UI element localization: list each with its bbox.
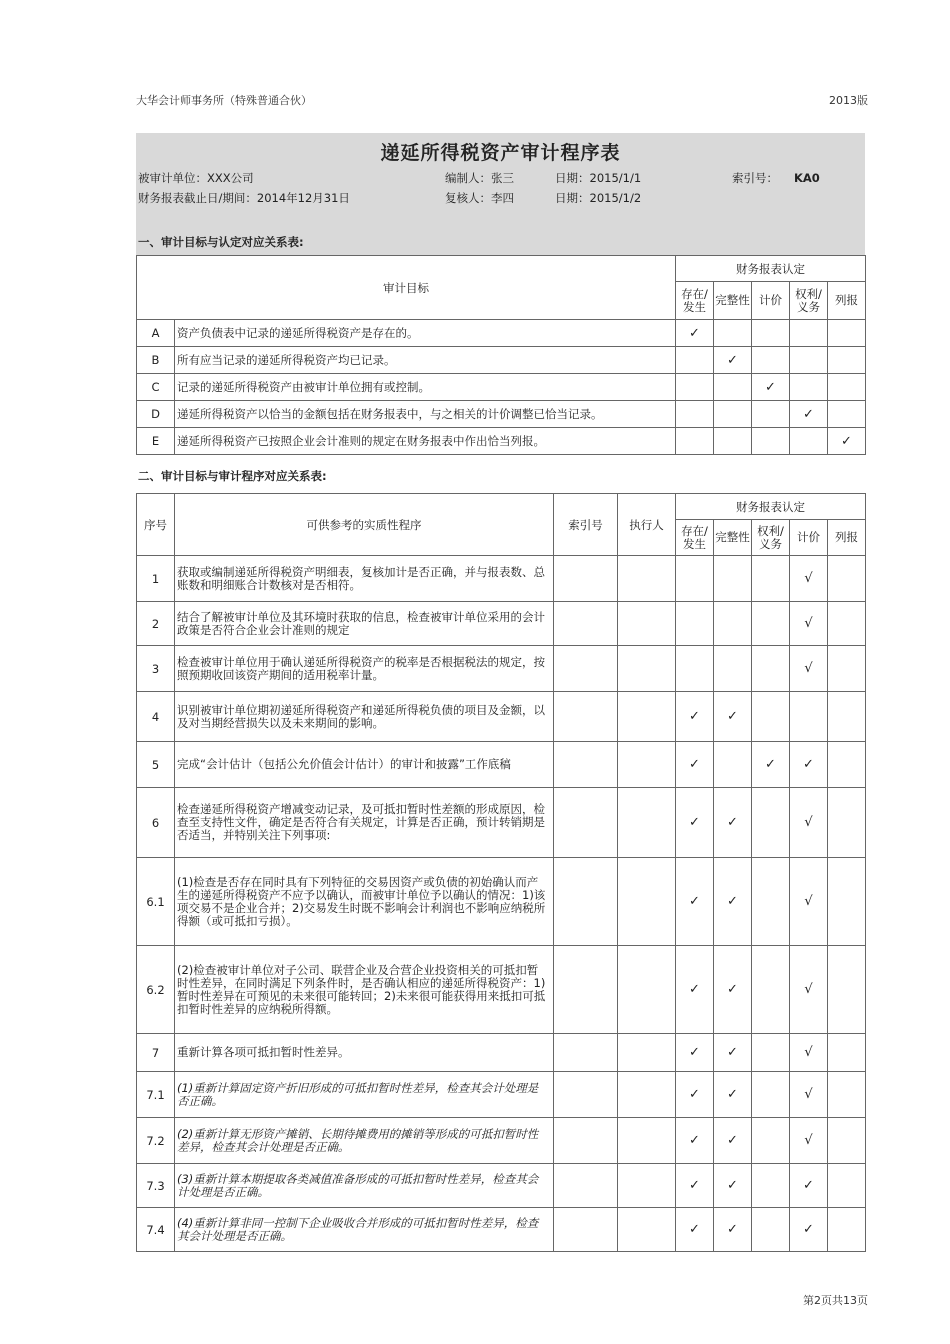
check-cell: √ — [790, 1034, 828, 1072]
audit-sheet — [136, 133, 865, 1245]
col-rights: 权利/义务 — [752, 520, 790, 556]
check-cell: ✓ — [714, 788, 752, 858]
check-cell: ✓ — [676, 320, 714, 347]
col-completeness: 完整性 — [714, 282, 752, 320]
table-row — [137, 646, 866, 692]
check-cell: ✓ — [714, 692, 752, 742]
row-no: 6.2 — [137, 946, 175, 1034]
check-cell — [714, 374, 752, 401]
row-executor[interactable] — [618, 1072, 676, 1118]
row-procedure: 完成“会计估计（包括公允价值会计估计）的审计和披露”工作底稿 — [175, 742, 554, 788]
period-line — [138, 190, 350, 206]
col-assertion-group: 财务报表认定 — [676, 256, 866, 282]
check-cell — [676, 428, 714, 455]
row-procedure: (2)重新计算无形资产摊销、长期待摊费用的摊销等形成的可抵扣暂时性差异，检查其会计处理是否正确。 — [175, 1118, 554, 1164]
table-row — [137, 1072, 866, 1118]
check-cell — [752, 556, 790, 602]
check-cell: ✓ — [790, 742, 828, 788]
row-no: 7.1 — [137, 1072, 175, 1118]
check-cell: ✓ — [790, 1164, 828, 1208]
check-cell: ✓ — [676, 1072, 714, 1118]
check-cell — [714, 428, 752, 455]
table-row — [137, 788, 866, 858]
row-id: D — [137, 401, 175, 428]
check-cell — [752, 401, 790, 428]
col-valuation: 计价 — [790, 520, 828, 556]
check-cell — [828, 602, 866, 646]
check-cell: ✓ — [676, 1164, 714, 1208]
check-cell — [752, 602, 790, 646]
table-row — [137, 374, 866, 401]
row-index[interactable] — [554, 1118, 618, 1164]
check-cell: ✓ — [676, 946, 714, 1034]
check-cell — [752, 1208, 790, 1252]
date2-label: 日期： — [555, 191, 590, 205]
version-label: 2013版 — [829, 94, 868, 107]
table-row — [137, 556, 866, 602]
check-cell — [714, 320, 752, 347]
check-cell: ✓ — [676, 1208, 714, 1252]
check-cell — [790, 428, 828, 455]
row-executor[interactable] — [618, 1034, 676, 1072]
check-cell — [752, 1164, 790, 1208]
row-executor[interactable] — [618, 1164, 676, 1208]
check-cell: ✓ — [714, 1118, 752, 1164]
check-cell — [676, 374, 714, 401]
row-executor[interactable] — [618, 788, 676, 858]
preparer-value: 张三 — [491, 171, 514, 185]
row-no: 3 — [137, 646, 175, 692]
row-index[interactable] — [554, 742, 618, 788]
date1-value: 2015/1/1 — [589, 171, 642, 185]
row-procedure: (1)重新计算固定资产折旧形成的可抵扣暂时性差异，检查其会计处理是否正确。 — [175, 1072, 554, 1118]
check-cell — [752, 858, 790, 946]
period-value: 2014年12月31日 — [256, 191, 350, 205]
check-cell — [828, 1072, 866, 1118]
check-cell — [752, 946, 790, 1034]
check-cell — [828, 556, 866, 602]
check-cell — [714, 742, 752, 788]
row-index[interactable] — [554, 788, 618, 858]
col-procedure: 可供参考的实质性程序 — [175, 494, 554, 556]
check-cell — [676, 401, 714, 428]
index-label: 索引号： — [732, 171, 778, 185]
row-id: C — [137, 374, 175, 401]
check-cell: ✓ — [676, 858, 714, 946]
col-objective: 审计目标 — [137, 256, 676, 320]
row-procedure: 重新计算各项可抵扣暂时性差异。 — [175, 1034, 554, 1072]
row-index[interactable] — [554, 1208, 618, 1252]
date2-value: 2015/1/2 — [589, 191, 642, 205]
page-number: 第2页共13页 — [803, 1294, 868, 1307]
row-index[interactable] — [554, 1034, 618, 1072]
check-cell — [752, 1118, 790, 1164]
reviewer-line — [445, 190, 514, 206]
table-row — [137, 1118, 866, 1164]
check-cell — [828, 692, 866, 742]
col-valuation: 计价 — [752, 282, 790, 320]
row-index[interactable] — [554, 646, 618, 692]
col-executor: 执行人 — [618, 494, 676, 556]
check-cell — [828, 946, 866, 1034]
check-cell — [828, 401, 866, 428]
row-index[interactable] — [554, 556, 618, 602]
row-procedure: 检查被审计单位用于确认递延所得税资产的税率是否根据税法的规定，按照预期收回该资产期间的适用税率计量。 — [175, 646, 554, 692]
row-executor[interactable] — [618, 692, 676, 742]
index-line — [732, 170, 820, 186]
check-cell: ✓ — [676, 742, 714, 788]
check-cell: ✓ — [676, 1034, 714, 1072]
check-cell: ✓ — [676, 788, 714, 858]
row-objective: 递延所得税资产以恰当的金额包括在财务报表中，与之相关的计价调整已恰当记录。 — [175, 401, 676, 428]
reviewer-value: 李四 — [491, 191, 514, 205]
check-cell — [828, 788, 866, 858]
row-index[interactable] — [554, 602, 618, 646]
check-cell: ✓ — [714, 946, 752, 1034]
row-executor[interactable] — [618, 1208, 676, 1252]
table-row — [137, 692, 866, 742]
check-cell — [828, 858, 866, 946]
check-cell: ✓ — [790, 401, 828, 428]
index-value: KA0 — [794, 171, 820, 185]
col-no: 序号 — [137, 494, 175, 556]
check-cell — [828, 1034, 866, 1072]
section2-title: 二、审计目标与审计程序对应关系表: — [138, 469, 327, 483]
row-index[interactable] — [554, 1072, 618, 1118]
row-objective: 记录的递延所得税资产由被审计单位拥有或控制。 — [175, 374, 676, 401]
table-row — [137, 320, 866, 347]
row-index[interactable] — [554, 1164, 618, 1208]
table-row — [137, 1164, 866, 1208]
check-cell — [752, 1034, 790, 1072]
check-cell — [676, 602, 714, 646]
entity-label: 被审计单位： — [138, 171, 207, 185]
table-header-row — [137, 256, 866, 282]
check-cell: ✓ — [714, 858, 752, 946]
date2-line — [555, 190, 641, 206]
check-cell: √ — [790, 858, 828, 946]
row-procedure: 结合了解被审计单位及其环境时获取的信息，检查被审计单位采用的会计政策是否符合企业会计准则的规定 — [175, 602, 554, 646]
table-row — [137, 946, 866, 1034]
table-row — [137, 401, 866, 428]
check-cell — [752, 428, 790, 455]
row-no: 6.1 — [137, 858, 175, 946]
row-index[interactable] — [554, 946, 618, 1034]
row-no: 4 — [137, 692, 175, 742]
date1-line — [555, 170, 641, 186]
check-cell — [714, 556, 752, 602]
check-cell — [828, 1208, 866, 1252]
check-cell: ✓ — [752, 742, 790, 788]
row-objective: 资产负债表中记录的递延所得税资产是存在的。 — [175, 320, 676, 347]
check-cell — [752, 646, 790, 692]
check-cell: √ — [790, 556, 828, 602]
col-presentation: 列报 — [828, 520, 866, 556]
row-index[interactable] — [554, 858, 618, 946]
check-cell — [828, 742, 866, 788]
row-executor[interactable] — [618, 858, 676, 946]
preparer-label: 编制人： — [445, 171, 491, 185]
check-cell: √ — [790, 788, 828, 858]
table-row — [137, 742, 866, 788]
table-row — [137, 1034, 866, 1072]
table-row — [137, 1208, 866, 1252]
procedure-table — [136, 493, 866, 1252]
row-executor[interactable] — [618, 556, 676, 602]
check-cell — [828, 347, 866, 374]
row-objective: 所有应当记录的递延所得税资产均已记录。 — [175, 347, 676, 374]
check-cell — [828, 1118, 866, 1164]
table-row — [137, 602, 866, 646]
check-cell: √ — [790, 602, 828, 646]
check-cell: ✓ — [714, 1208, 752, 1252]
row-executor[interactable] — [618, 946, 676, 1034]
row-procedure: (4)重新计算非同一控制下企业吸收合并形成的可抵扣暂时性差异，检查其会计处理是否正确。 — [175, 1208, 554, 1252]
table-row — [137, 858, 866, 946]
check-cell — [714, 646, 752, 692]
col-existence: 存在/发生 — [676, 520, 714, 556]
check-cell — [828, 646, 866, 692]
check-cell — [790, 374, 828, 401]
row-procedure: 检查递延所得税资产增减变动记录，及可抵扣暂时性差额的形成原因，检查至支持性文件，确定是否符合有关规定，计算是否正确，预计转销期是否适当，并特别关注下列事项: — [175, 788, 554, 858]
period-label: 财务报表截止日/期间： — [138, 191, 257, 205]
check-cell — [676, 347, 714, 374]
row-objective: 递延所得税资产已按照企业会计准则的规定在财务报表中作出恰当列报。 — [175, 428, 676, 455]
check-cell: √ — [790, 1118, 828, 1164]
row-no: 7.4 — [137, 1208, 175, 1252]
row-procedure: (1)检查是否存在同时具有下列特征的交易因资产或负债的初始确认而产生的递延所得税资产不应予以确认，而被审计单位予以确认的情况：1)该项交易不是企业合并；2)交易发生时既不影响会计利润也不影响应纳税所得额（或可抵扣亏损）。 — [175, 858, 554, 946]
row-id: A — [137, 320, 175, 347]
preparer-line — [445, 170, 514, 186]
firm-name: 大华会计师事务所（特殊普通合伙） — [136, 94, 312, 107]
table-row — [137, 347, 866, 374]
check-cell — [790, 347, 828, 374]
row-id: B — [137, 347, 175, 374]
row-no: 1 — [137, 556, 175, 602]
check-cell: ✓ — [714, 1034, 752, 1072]
col-index: 索引号 — [554, 494, 618, 556]
check-cell: ✓ — [676, 692, 714, 742]
row-id: E — [137, 428, 175, 455]
col-rights: 权利/义务 — [790, 282, 828, 320]
check-cell — [676, 646, 714, 692]
row-no: 2 — [137, 602, 175, 646]
col-completeness: 完整性 — [714, 520, 752, 556]
check-cell: ✓ — [714, 1072, 752, 1118]
check-cell: ✓ — [828, 428, 866, 455]
check-cell: ✓ — [752, 374, 790, 401]
check-cell — [714, 602, 752, 646]
check-cell: ✓ — [790, 1208, 828, 1252]
row-executor[interactable] — [618, 646, 676, 692]
col-presentation: 列报 — [828, 282, 866, 320]
check-cell: ✓ — [714, 347, 752, 374]
row-procedure: 获取或编制递延所得税资产明细表，复核加计是否正确，并与报表数、总账数和明细账合计数核对是否相符。 — [175, 556, 554, 602]
check-cell — [752, 692, 790, 742]
check-cell: √ — [790, 1072, 828, 1118]
row-no: 7.2 — [137, 1118, 175, 1164]
row-executor[interactable] — [618, 1118, 676, 1164]
check-cell — [752, 1072, 790, 1118]
check-cell: ✓ — [676, 1118, 714, 1164]
row-procedure: (2)检查被审计单位对子公司、联营企业及合营企业投资相关的可抵扣暂时性差异，在同时满足下列条件时，是否确认相应的递延所得税资产：1)暂时性差异在可预见的未来很可能转回；2)未来很可能获得用来抵扣可抵扣暂时性差异的应纳税所得额。 — [175, 946, 554, 1034]
check-cell — [714, 401, 752, 428]
reviewer-label: 复核人： — [445, 191, 491, 205]
check-cell: √ — [790, 646, 828, 692]
date1-label: 日期： — [555, 171, 590, 185]
check-cell: ✓ — [714, 1164, 752, 1208]
check-cell — [790, 692, 828, 742]
entity-line — [138, 170, 254, 186]
col-assertion-group: 财务报表认定 — [676, 494, 866, 520]
row-executor[interactable] — [618, 602, 676, 646]
row-no: 7 — [137, 1034, 175, 1072]
objective-table — [136, 255, 866, 455]
row-no: 6 — [137, 788, 175, 858]
check-cell — [676, 556, 714, 602]
check-cell — [752, 320, 790, 347]
row-executor[interactable] — [618, 742, 676, 788]
entity-value: XXX公司 — [207, 171, 254, 185]
table-header-row — [137, 494, 866, 520]
table-row — [137, 428, 866, 455]
check-cell: √ — [790, 946, 828, 1034]
check-cell — [828, 320, 866, 347]
page-title: 递延所得税资产审计程序表 — [380, 142, 621, 164]
check-cell — [752, 347, 790, 374]
row-no: 7.3 — [137, 1164, 175, 1208]
row-procedure: 识别被审计单位期初递延所得税资产和递延所得税负债的项目及金额，以及对当期经营损失以及未来期间的影响。 — [175, 692, 554, 742]
row-no: 5 — [137, 742, 175, 788]
check-cell — [828, 374, 866, 401]
check-cell — [752, 788, 790, 858]
col-existence: 存在/发生 — [676, 282, 714, 320]
section1-title: 一、审计目标与认定对应关系表: — [138, 235, 304, 249]
check-cell — [828, 1164, 866, 1208]
check-cell — [790, 320, 828, 347]
row-procedure: (3)重新计算本期提取各类减值准备形成的可抵扣暂时性差异，检查其会计处理是否正确。 — [175, 1164, 554, 1208]
row-index[interactable] — [554, 692, 618, 742]
